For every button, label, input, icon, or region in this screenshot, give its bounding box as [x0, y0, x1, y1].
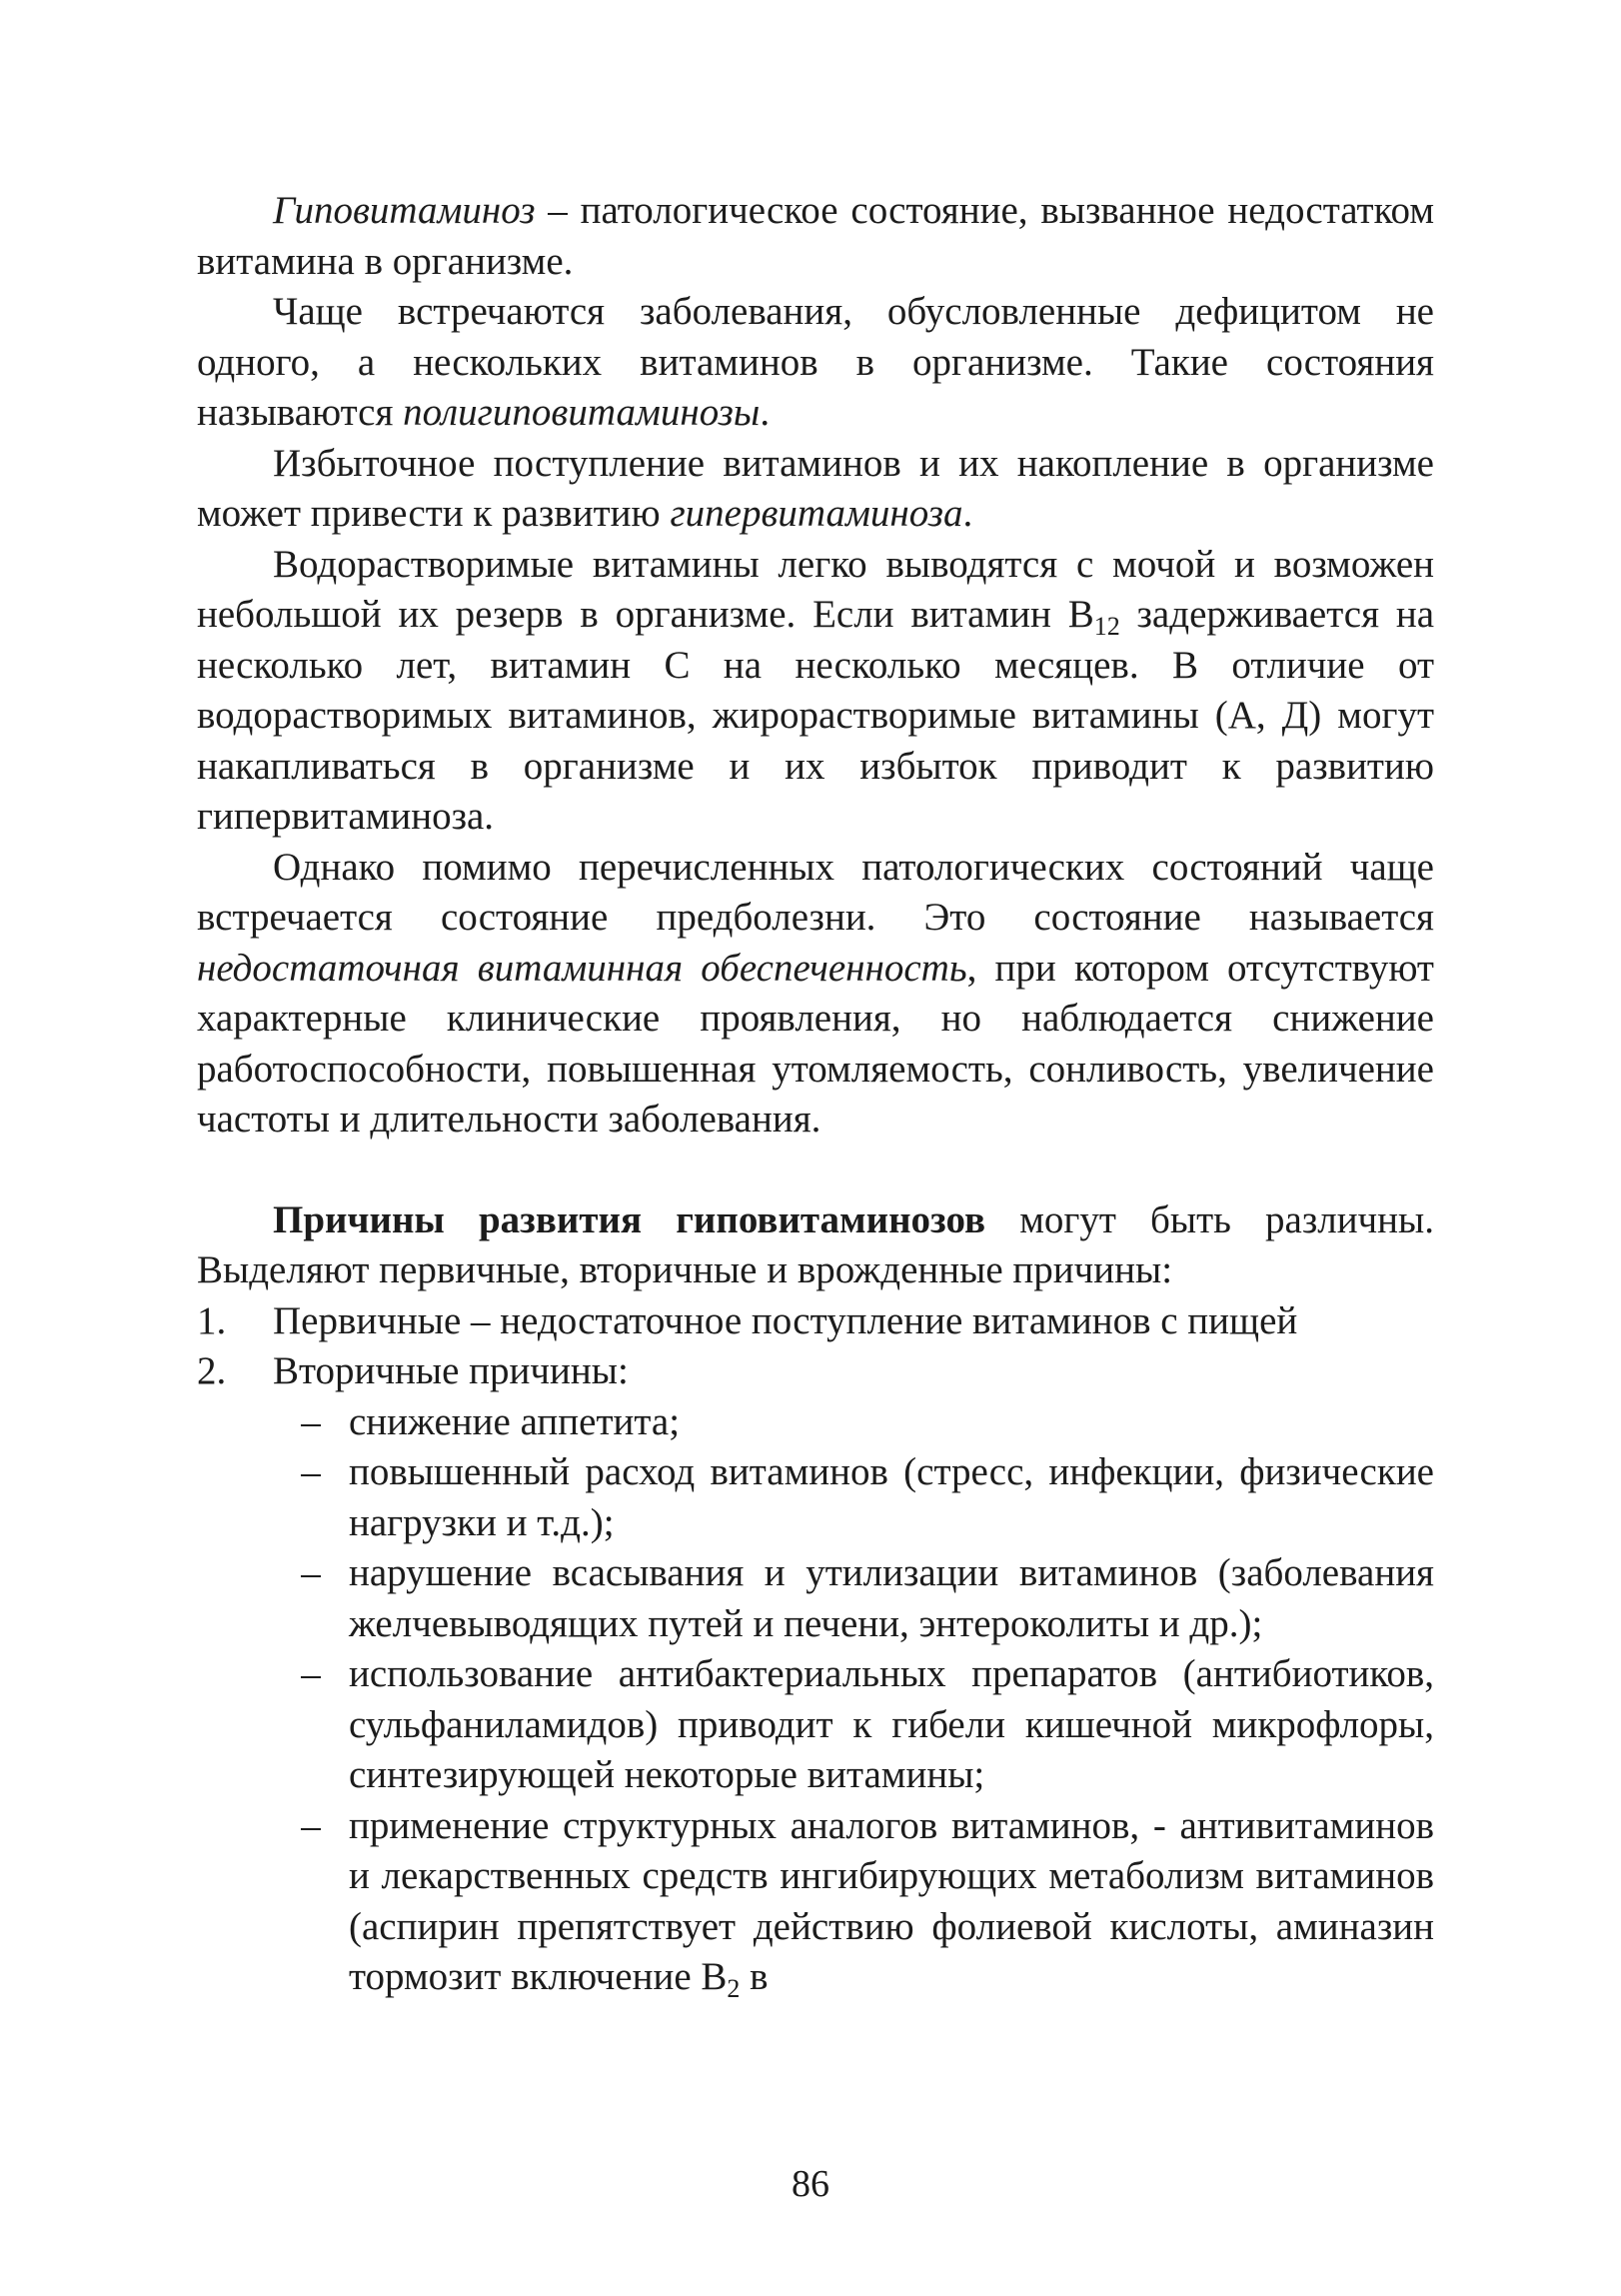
dash-text: снижение аппетита; — [349, 1399, 681, 1443]
dash-text: применение структурных аналогов витаминов, - антивитаминов и лекарственных средств ингибирующих метаболизм витаминов (аспирин препятствует действию фолиевой кислоты, аминазин тормозит включение $B_2$ в — [349, 1803, 1434, 2003]
dash-text: использование антибактериальных препаратов (антибиотиков, сульфаниламидов) приводит к гибели кишечной микрофлоры, синтезирующей некоторые витамины; — [349, 1652, 1434, 1796]
term-polyhypovitaminosis: полигиповитаминозы — [403, 391, 761, 434]
list-item — [197, 1296, 1434, 1347]
paragraph-causes: Причины развития гиповитаминозов могут быть различны. Выделяют первичные, вторичные и врожденные причины: — [197, 1197, 1435, 1291]
list-number: 2. — [197, 1349, 227, 1392]
paragraph-hypervitaminosis: Избыточное поступление витаминов и их накопление в организме может привести к развитию гипервитаминоза. — [197, 441, 1434, 535]
page-body — [197, 186, 1434, 2003]
paragraph-predisease: Однако помимо перечисленных патологических состояний чаще встречается состояние предболезни. Это состояние называется недостаточная витаминная обеспеченность, при котором отсутствуют характерные клинические проявления, но наблюдается снижение работоспособности, повышенная утомляемость, сонливость, увеличение частоты и длительности заболевания. — [197, 845, 1434, 1141]
dash-text: повышенный расход витаминов (стресс, инфекции, физические нагрузки и т.д.); — [349, 1450, 1434, 1544]
list-number: 1. — [197, 1298, 227, 1342]
dash-text: нарушение всасывания и утилизации витаминов (заболевания желчевыводящих путей и печени, энтероколиты и др.); — [349, 1551, 1434, 1645]
page-number: 86 — [792, 2163, 829, 2205]
list-text: Вторичные причины: — [273, 1349, 629, 1392]
subscript-12: 12 — [1093, 612, 1120, 641]
causes-heading: Причины развития гиповитаминозов — [273, 1197, 986, 1241]
dash-bullet: – — [301, 1803, 321, 1847]
dash-item — [273, 1397, 1434, 1448]
paragraph-hypovitaminosis: Гиповитаминоз – патологическое состояние, вызванное недостатком витамина в организме. — [197, 189, 1434, 283]
dash-bullet: – — [301, 1551, 321, 1594]
term-insufficient-provision: недостаточная витаминная обеспеченность — [197, 946, 967, 990]
term-hypervitaminosis: гипервитаминоза — [670, 492, 963, 535]
list-text: Первичные – недостаточное поступление витаминов с пищей — [273, 1298, 1298, 1342]
term-hypovitaminosis: Гиповитаминоз — [273, 189, 536, 232]
list-item — [197, 1346, 1434, 1397]
paragraph-polyhypovitaminosis: Чаще встречаются заболевания, обусловленные дефицитом не одного, а нескольких витаминов в организме. Такие состояния называются полигиповитаминозы. — [197, 290, 1434, 434]
dash-item — [273, 1548, 1434, 1649]
dash-bullet: – — [301, 1652, 321, 1695]
dash-item — [273, 1649, 1434, 1801]
dash-item — [273, 1447, 1434, 1548]
dash-item — [273, 1801, 1434, 2003]
dash-bullet: – — [301, 1450, 321, 1493]
dash-bullet: – — [301, 1399, 321, 1443]
paragraph-water-soluble: Водорастворимые витамины легко выводятся с мочой и возможен небольшой их резерв в организме. Если витамин $B_{12}$ задерживается на несколько лет, витамин С на несколько месяцев. В отличие от водорастворимых витаминов, жирорастворимые витамины (А, Д) могут накапливаться в организме и их избыток приводит к развитию гипервитаминоза. — [197, 542, 1434, 838]
subscript-2: 2 — [727, 1974, 741, 2003]
